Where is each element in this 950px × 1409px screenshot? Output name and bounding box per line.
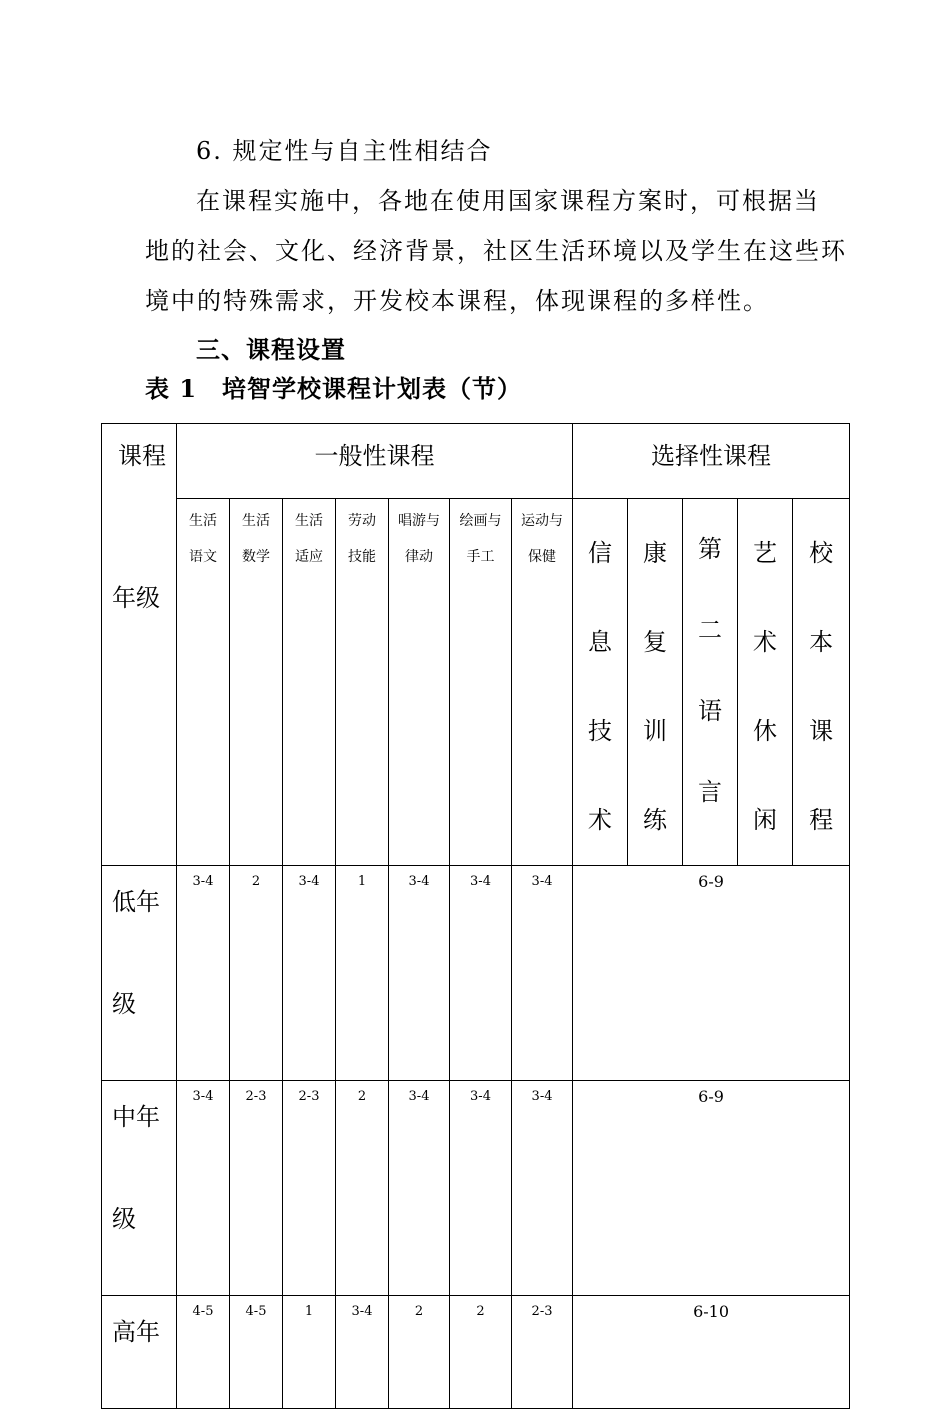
vertical-char: 语 bbox=[698, 697, 723, 725]
vertical-char: 息 bbox=[588, 628, 613, 656]
corner-header-cell bbox=[102, 424, 177, 866]
vertical-char: 第 bbox=[698, 535, 723, 563]
hours-cell: 3-4 bbox=[512, 866, 573, 1081]
subject-line: 律动 bbox=[405, 549, 433, 565]
grade-line: 级 bbox=[112, 990, 136, 1018]
subject-line: 生活 bbox=[242, 513, 270, 529]
hours-cell: 3-4 bbox=[336, 1296, 389, 1409]
section-heading: 三、课程设置 bbox=[196, 335, 346, 364]
subject-header bbox=[283, 499, 336, 866]
table-title: 表 1 培智学校课程计划表（节） bbox=[145, 374, 523, 403]
elective-subject-header bbox=[738, 499, 793, 866]
vertical-char: 二 bbox=[698, 616, 723, 644]
subject-line: 适应 bbox=[295, 549, 323, 565]
subject-header bbox=[389, 499, 450, 866]
corner-course-label: 课程 bbox=[118, 442, 166, 470]
vertical-char: 课 bbox=[809, 717, 834, 745]
hours-cell: 3-4 bbox=[177, 866, 230, 1081]
body-line-1: 在课程实施中，各地在使用国家课程方案时，可根据当 bbox=[196, 187, 820, 215]
elective-hours-cell: 6-9 bbox=[573, 1081, 850, 1296]
subject-header bbox=[336, 499, 389, 866]
subject-line: 生活 bbox=[295, 513, 323, 529]
grade-cell bbox=[102, 1081, 177, 1296]
vertical-char: 言 bbox=[698, 778, 723, 806]
subject-header bbox=[450, 499, 512, 866]
elective-courses-header: 选择性课程 bbox=[573, 424, 850, 499]
hours-cell: 3-4 bbox=[450, 1081, 512, 1296]
vertical-char: 信 bbox=[588, 539, 613, 567]
subject-line: 手工 bbox=[466, 549, 495, 565]
subject-line: 绘画与 bbox=[459, 513, 502, 529]
hours-cell: 3-4 bbox=[283, 866, 336, 1081]
table-row bbox=[102, 1296, 850, 1409]
subject-line: 保健 bbox=[528, 549, 557, 565]
vertical-char: 康 bbox=[643, 539, 668, 567]
table-row bbox=[102, 1081, 850, 1296]
subject-line: 运动与 bbox=[521, 513, 564, 529]
table-row bbox=[102, 866, 850, 1081]
elective-subject-header bbox=[793, 499, 850, 866]
subject-line: 生活 bbox=[189, 513, 217, 529]
hours-cell: 3-4 bbox=[389, 1081, 450, 1296]
grade-line: 级 bbox=[112, 1205, 136, 1233]
hours-cell: 2-3 bbox=[512, 1296, 573, 1409]
general-courses-header: 一般性课程 bbox=[177, 424, 573, 499]
vertical-char: 练 bbox=[643, 806, 668, 834]
corner-grade-label: 年级 bbox=[112, 584, 160, 612]
vertical-char: 术 bbox=[588, 806, 613, 834]
course-plan-table-wrapper bbox=[101, 423, 849, 1346]
hours-cell: 3-4 bbox=[450, 866, 512, 1081]
elective-subject-header bbox=[628, 499, 683, 866]
vertical-char: 训 bbox=[643, 717, 668, 745]
elective-subject-header bbox=[683, 499, 738, 866]
body-line-2: 地的社会、文化、经济背景，社区生活环境以及学生在这些环 bbox=[145, 237, 847, 265]
subject-line: 语文 bbox=[189, 549, 217, 565]
hours-cell: 2 bbox=[336, 1081, 389, 1296]
vertical-char: 休 bbox=[753, 717, 778, 745]
hours-cell: 4-5 bbox=[230, 1296, 283, 1409]
vertical-char: 校 bbox=[809, 539, 834, 567]
hours-cell: 3-4 bbox=[389, 866, 450, 1081]
subject-line: 数学 bbox=[242, 549, 270, 565]
vertical-char: 本 bbox=[809, 628, 834, 656]
vertical-char: 艺 bbox=[753, 539, 778, 567]
vertical-char: 术 bbox=[753, 628, 778, 656]
grade-line: 高年 bbox=[112, 1318, 160, 1346]
subject-header bbox=[177, 499, 230, 866]
vertical-char: 技 bbox=[588, 717, 613, 745]
subject-header bbox=[230, 499, 283, 866]
hours-cell: 2-3 bbox=[283, 1081, 336, 1296]
elective-hours-cell: 6-10 bbox=[573, 1296, 850, 1409]
hours-cell: 1 bbox=[336, 866, 389, 1081]
vertical-char: 闲 bbox=[753, 806, 778, 834]
hours-cell: 3-4 bbox=[177, 1081, 230, 1296]
elective-hours-cell: 6-9 bbox=[573, 866, 850, 1081]
hours-cell: 2 bbox=[230, 866, 283, 1081]
subject-header bbox=[512, 499, 573, 866]
vertical-char: 程 bbox=[809, 806, 834, 834]
hours-cell: 2 bbox=[389, 1296, 450, 1409]
hours-cell: 2-3 bbox=[230, 1081, 283, 1296]
subject-line: 劳动 bbox=[348, 513, 376, 529]
grade-line: 低年 bbox=[112, 888, 160, 916]
subject-line: 唱游与 bbox=[398, 513, 440, 529]
hours-cell: 1 bbox=[283, 1296, 336, 1409]
hours-cell: 4-5 bbox=[177, 1296, 230, 1409]
grade-line: 中年 bbox=[112, 1103, 160, 1131]
vertical-char: 复 bbox=[643, 628, 668, 656]
elective-subject-header bbox=[573, 499, 628, 866]
hours-cell: 2 bbox=[450, 1296, 512, 1409]
item-6-heading: 6. 规定性与自主性相结合 bbox=[196, 137, 493, 165]
course-plan-table bbox=[101, 423, 850, 1409]
grade-cell bbox=[102, 866, 177, 1081]
hours-cell: 3-4 bbox=[512, 1081, 573, 1296]
subject-line: 技能 bbox=[348, 549, 376, 565]
body-line-3: 境中的特殊需求，开发校本课程，体现课程的多样性。 bbox=[145, 287, 769, 315]
grade-cell bbox=[102, 1296, 177, 1409]
